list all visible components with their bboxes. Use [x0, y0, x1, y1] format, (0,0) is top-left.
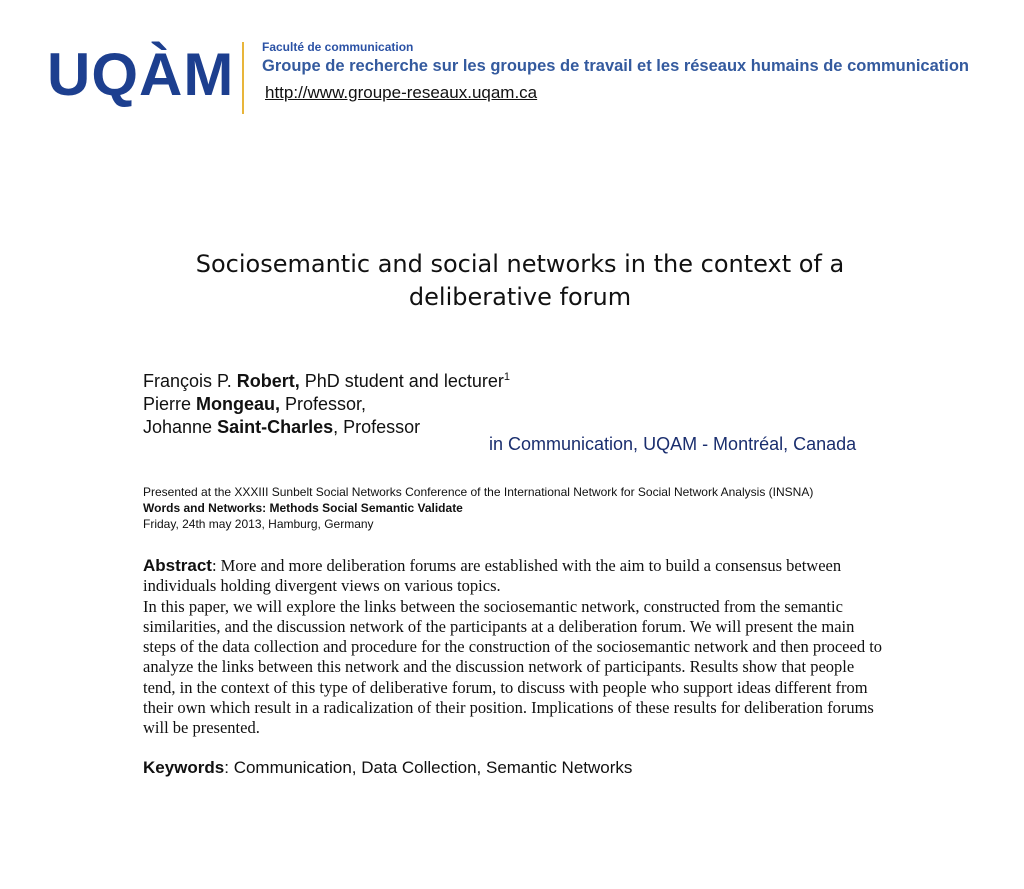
title-line-2: deliberative forum [408, 283, 632, 311]
session-title: Words and Networks: Methods Social Semantic Validate [143, 501, 463, 515]
title-line-1: Sociosemantic and social networks in the context of a [195, 250, 845, 278]
affiliation: in Communication, UQAM - Montréal, Canada [489, 434, 857, 454]
abstract [143, 556, 883, 739]
abstract-paragraph-1 [143, 556, 883, 597]
page-header [0, 0, 1024, 130]
conference-info [143, 484, 813, 532]
conference-line: Presented at the XXXIII Sunbelt Social Networks Conference of the International Network for Social Network Analysis (INSNA) [143, 485, 814, 499]
abstract-label: Abstract [143, 556, 212, 575]
abstract-text-1: : More and more deliberation forums are established with the aim to build a consensus between individuals holding divergent views on various topics. [143, 556, 842, 596]
author-first-name: François P. [143, 371, 237, 391]
author-last-name: Saint-Charles [217, 417, 334, 437]
keywords-text: : Communication, Data Collection, Semantic Networks [224, 758, 633, 777]
header-divider [242, 42, 244, 114]
footnote-marker: 1 [503, 371, 510, 383]
author-last-name: Robert, [236, 371, 300, 391]
author-robert [143, 366, 510, 393]
uqam-logo: UQÀM [47, 41, 235, 108]
author-role: Professor, [280, 394, 367, 414]
author-first-name: Pierre [143, 394, 197, 414]
keywords-label: Keywords [143, 758, 225, 777]
keywords [143, 758, 632, 778]
author-role: PhD student and lecturer [299, 371, 504, 391]
paper-title [100, 248, 940, 314]
author-mongeau [143, 393, 510, 416]
author-list [143, 366, 510, 439]
abstract-paragraph-2: In this paper, we will explore the links between the sociosemantic network, constructed from the semantic similarities, and the discussion network of the participants at a deliberation forum. We will present the main steps of the data collection and procedure for the construction of the sociosemantic network and then proceed to analyze the links between this network and the discussion network of participants. Results show that people tend, in the context of this type of deliberative forum, to discuss with people who support ideas different from their own which result in a radicalization of their position. Implications of these results for deliberation forums will be presented. [143, 596, 883, 738]
author-first-name: Johanne [143, 417, 218, 437]
website-link[interactable]: http://www.groupe-reseaux.uqam.ca [265, 83, 538, 102]
author-saint-charles [143, 416, 510, 439]
author-role: , Professor [333, 417, 421, 437]
faculty-name: Faculté de communication [262, 40, 414, 54]
author-last-name: Mongeau, [196, 394, 281, 414]
research-group-name: Groupe de recherche sur les groupes de travail et les réseaux humains de communication [262, 57, 969, 75]
conference-date: Friday, 24th may 2013, Hamburg, Germany [143, 517, 374, 531]
